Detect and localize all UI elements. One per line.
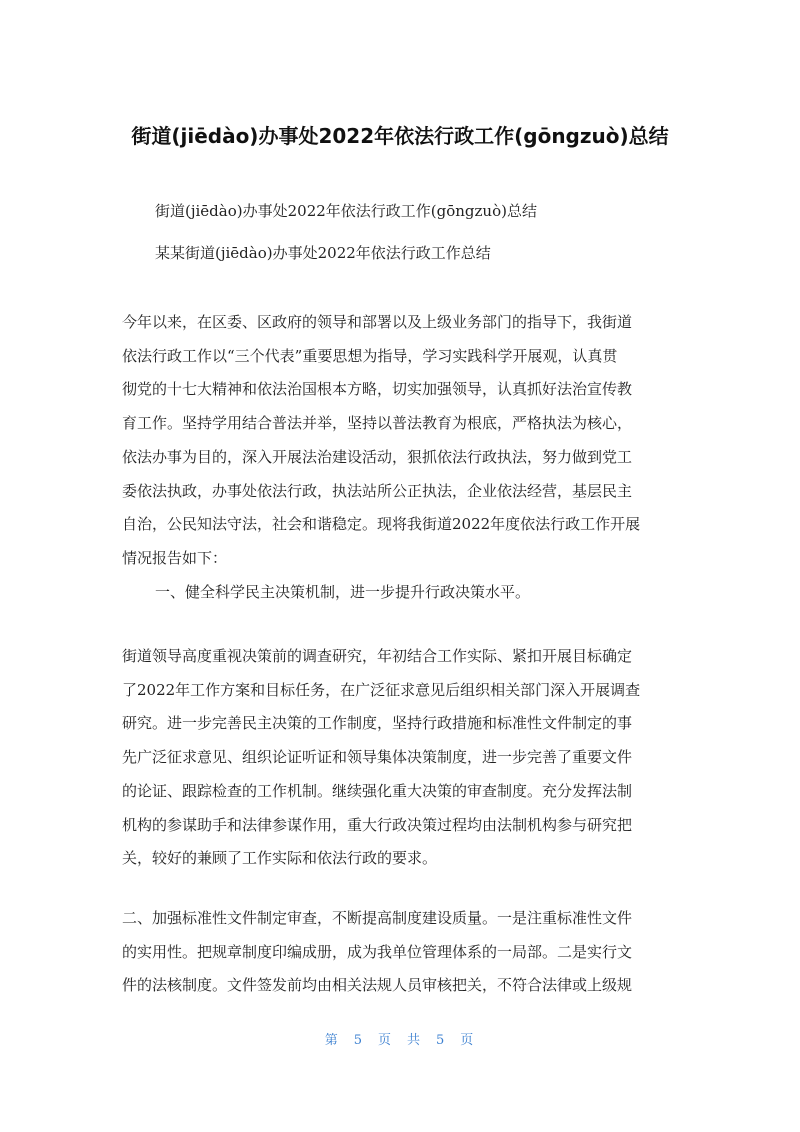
page-label-suffix: 页 xyxy=(460,1033,476,1048)
text-line: 彻党的十七大精神和依法治国根本方略，切实加强领导，认真抓好法治宣传教 xyxy=(122,380,633,399)
page-footer xyxy=(0,1032,800,1050)
document-subtitle: 街道(jiēdào)办事处2022年依法行政工作(gōngzuò)总结 xyxy=(155,202,537,220)
text-line: 的实用性。把规章制度印编成册，成为我单位管理体系的一局部。二是实行文 xyxy=(122,942,633,961)
text-line: 了2022年工作方案和目标任务，在广泛征求意见后组织相关部门深入开展调查 xyxy=(122,680,641,699)
document-subtitle-secondary: 某某街道(jiēdào)办事处2022年依法行政工作总结 xyxy=(155,244,491,262)
text-line: 委依法执政，办事处依法行政，执法站所公正执法，企业依法经营，基层民主 xyxy=(122,481,633,500)
paragraph-intro xyxy=(122,306,682,576)
text-line: 依法行政工作以“三个代表”重要思想为指导，学习实践科学开展观，认真贯 xyxy=(122,346,618,365)
total-label: 共 xyxy=(407,1033,423,1048)
text-line: 机构的参谋助手和法律参谋作用，重大行政决策过程均由法制机构参与研究把 xyxy=(122,815,633,834)
page-label-prefix: 第 xyxy=(324,1033,340,1048)
text-line: 关，较好的兼顾了工作实际和依法行政的要求。 xyxy=(122,849,438,868)
text-line: 二、加强标准性文件制定审查，不断提高制度建设质量。一是注重标准性文件 xyxy=(122,909,633,927)
text-line: 自治，公民知法守法，社会和谐稳定。现将我街道2022年度依法行政工作开展 xyxy=(122,515,641,534)
text-line: 研究。进一步完善民主决策的工作制度，坚持行政措施和标准性文件制定的事 xyxy=(122,714,633,733)
text-line: 先广泛征求意见、组织论证听证和领导集体决策制度，进一步完善了重要文件 xyxy=(122,748,633,767)
paragraph-normative-documents xyxy=(122,902,682,1003)
total-pages-number: 5 xyxy=(436,1033,447,1048)
paragraph-decision-making xyxy=(122,640,682,876)
document-title: 街道(jiēdào)办事处2022年依法行政工作(gōngzuò)总结 xyxy=(131,124,669,148)
text-line: 育工作。坚持学用结合普法并举，坚持以普法教育为根底，严格执法为核心， xyxy=(122,414,633,433)
text-line: 件的法核制度。文件签发前均由相关法规人员审核把关，不符合法律或上级规 xyxy=(122,976,633,995)
text-line: 的论证、跟踪检查的工作机制。继续强化重大决策的审查制度。充分发挥法制 xyxy=(122,781,633,800)
section-heading: 一、健全科学民主决策机制，进一步提升行政决策水平。 xyxy=(155,583,531,601)
text-line: 情况报告如下： xyxy=(122,548,228,567)
current-page-number: 5 xyxy=(353,1033,364,1048)
text-line: 今年以来，在区委、区政府的领导和部署以及上级业务部门的指导下，我街道 xyxy=(122,313,633,331)
text-line: 街道领导高度重视决策前的调查研究，年初结合工作实际、紧扣开展目标确定 xyxy=(122,647,633,665)
page-label-mid: 页 xyxy=(377,1033,393,1048)
text-line: 依法办事为目的，深入开展法治建设活动，狠抓依法行政执法，努力做到党工 xyxy=(122,447,633,466)
